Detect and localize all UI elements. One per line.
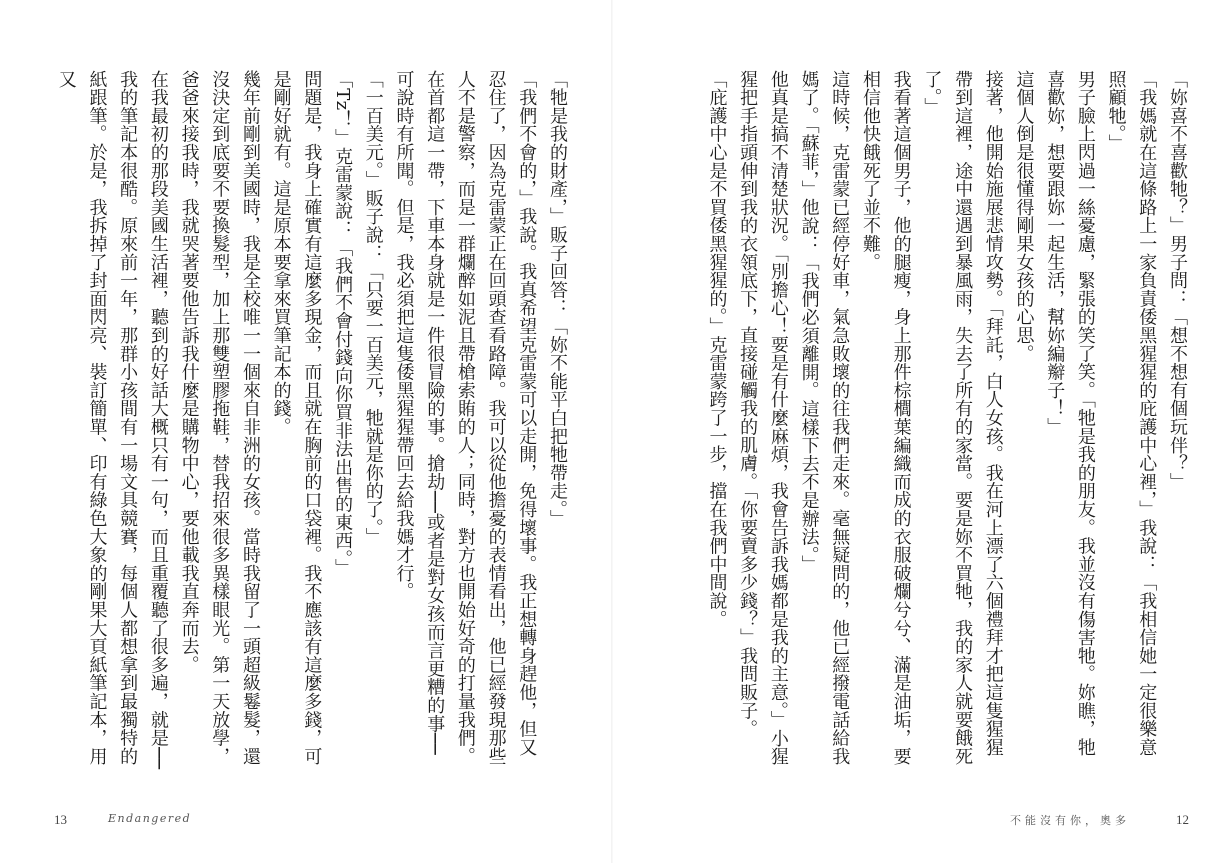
running-head: Endangered [108,812,192,825]
paragraph: 「庇護中心是不買倭黑猩猩的。」克雷蒙跨了一步，擋在我們中間說。 [706,70,728,629]
paragraph: 在我最初的那段美國生活裡，聽到的好話大概只有一句，而且重覆聽了很多遍，就是──我的筆記本很酷。原來前一年，那群小孩間有一場文具競賽，每個人都想拿到最獨特的紙跟筆。於是，我拆掉了封面閃亮、裝訂簡單、印有綠色大象的剛果大頁紙筆記本，用又 [55,70,169,770]
paragraph: 「牠是我的財產，」販子回答：「妳不能平白把牠帶走。」 [547,70,568,528]
paragraph: 接著，他開始施展悲情攻勢。「拜託，白人女孩。我在河上漂了六個禮拜才把這隻猩猩帶到這裡，途中還遇到暴風雨，失去了所有的家當。要是妳不買牠，我的家人就要餓死了。」 [921,70,1004,766]
left-page-body [52,70,572,770]
running-head: 不能沒有你，奧多 [1010,814,1130,827]
paragraph: 男子臉上閃過一絲憂慮，緊張的笑了笑。「牠是我的朋友。我並沒有傷害牠。妳瞧，牠喜歡妳，想要跟妳一起生活，幫妳編辮子！」 [1044,70,1096,757]
page-number: 13 [54,812,67,827]
right-page [612,0,1224,863]
paragraph: 幾年前剛到美國時，我是全校唯一一個來自非洲的女孩。當時我留了一頭超級鬈髮，還沒決定到底要不要換髮型，加上那雙塑膠拖鞋，替我招來很多異樣眼光。第一天放學，爸爸來接我時，我就哭著要他告訴我什麼是購物中心，要他載我直奔而去。 [178,70,261,766]
paragraph: 這個人倒是很懂得剛果女孩的心思。 [1013,70,1035,363]
paragraph: 這時候，克雷蒙已經停好車，氣急敗壞的往我們走來。毫無疑問的，他已經撥電話給我媽了。「蘇菲，」他說：「我們必須離開。這樣下去不是辦法。」 [798,70,851,766]
page-number: 12 [1176,812,1189,827]
paragraph: 「一百美元。」販子說：「只要一百美元，牠就是你的了。」 [362,70,384,547]
paragraph: 我看著這個男子，他的腿瘦，身上那件棕櫚葉編織而成的衣服破爛兮兮、滿是油垢，要相信他快餓死了並不難。 [859,70,912,766]
right-page-body [706,70,1192,770]
paragraph: 「妳喜不喜歡牠？」男子問：「想不想有個玩伴？」 [1167,70,1188,491]
paragraph: 「Tz！」克雷蒙說：「我們不會付錢向你買非法出售的東西。」 [332,70,354,578]
paragraph: 「我媽就在這條路上一家負責倭黑猩猩的庇護中心裡，」我說：「我相信她一定很樂意照顧牠。」 [1105,70,1158,757]
paragraph: 「我們不會的，」我說。我真希望克雷蒙可以走開，免得壞事。我正想轉身趕他，但又忍住了，因為克雷蒙正在回頭查看路障。我可以從他擔憂的表情看出，他已經發現那些人不是警察，而是一群爛醉如泥且帶槍索賄的人；同時，對方也開始好奇的打量我們。在首都這一帶，下車本身就是一件很冒險的事。搶劫──或者是對女孩而言更糟的事──可說時有所聞。但是，我必須把這隻倭黑猩猩帶回去給我媽才行。 [393,70,538,766]
paragraph: 問題是，我身上確實有這麼多現金，而且就在胸前的口袋裡。我不應該有這麼多錢，可是剛好就有。這是原本要拿來買筆記本的錢。 [270,70,323,766]
paragraph: 他真是搞不清楚狀況。「別擔心！要是有什麼麻煩，我會告訴我媽都是我的主意。」小猩猩把手指頭伸到我的衣領底下，直接碰觸我的肌膚。「你要賣多少錢？」我問販子。 [737,70,789,766]
